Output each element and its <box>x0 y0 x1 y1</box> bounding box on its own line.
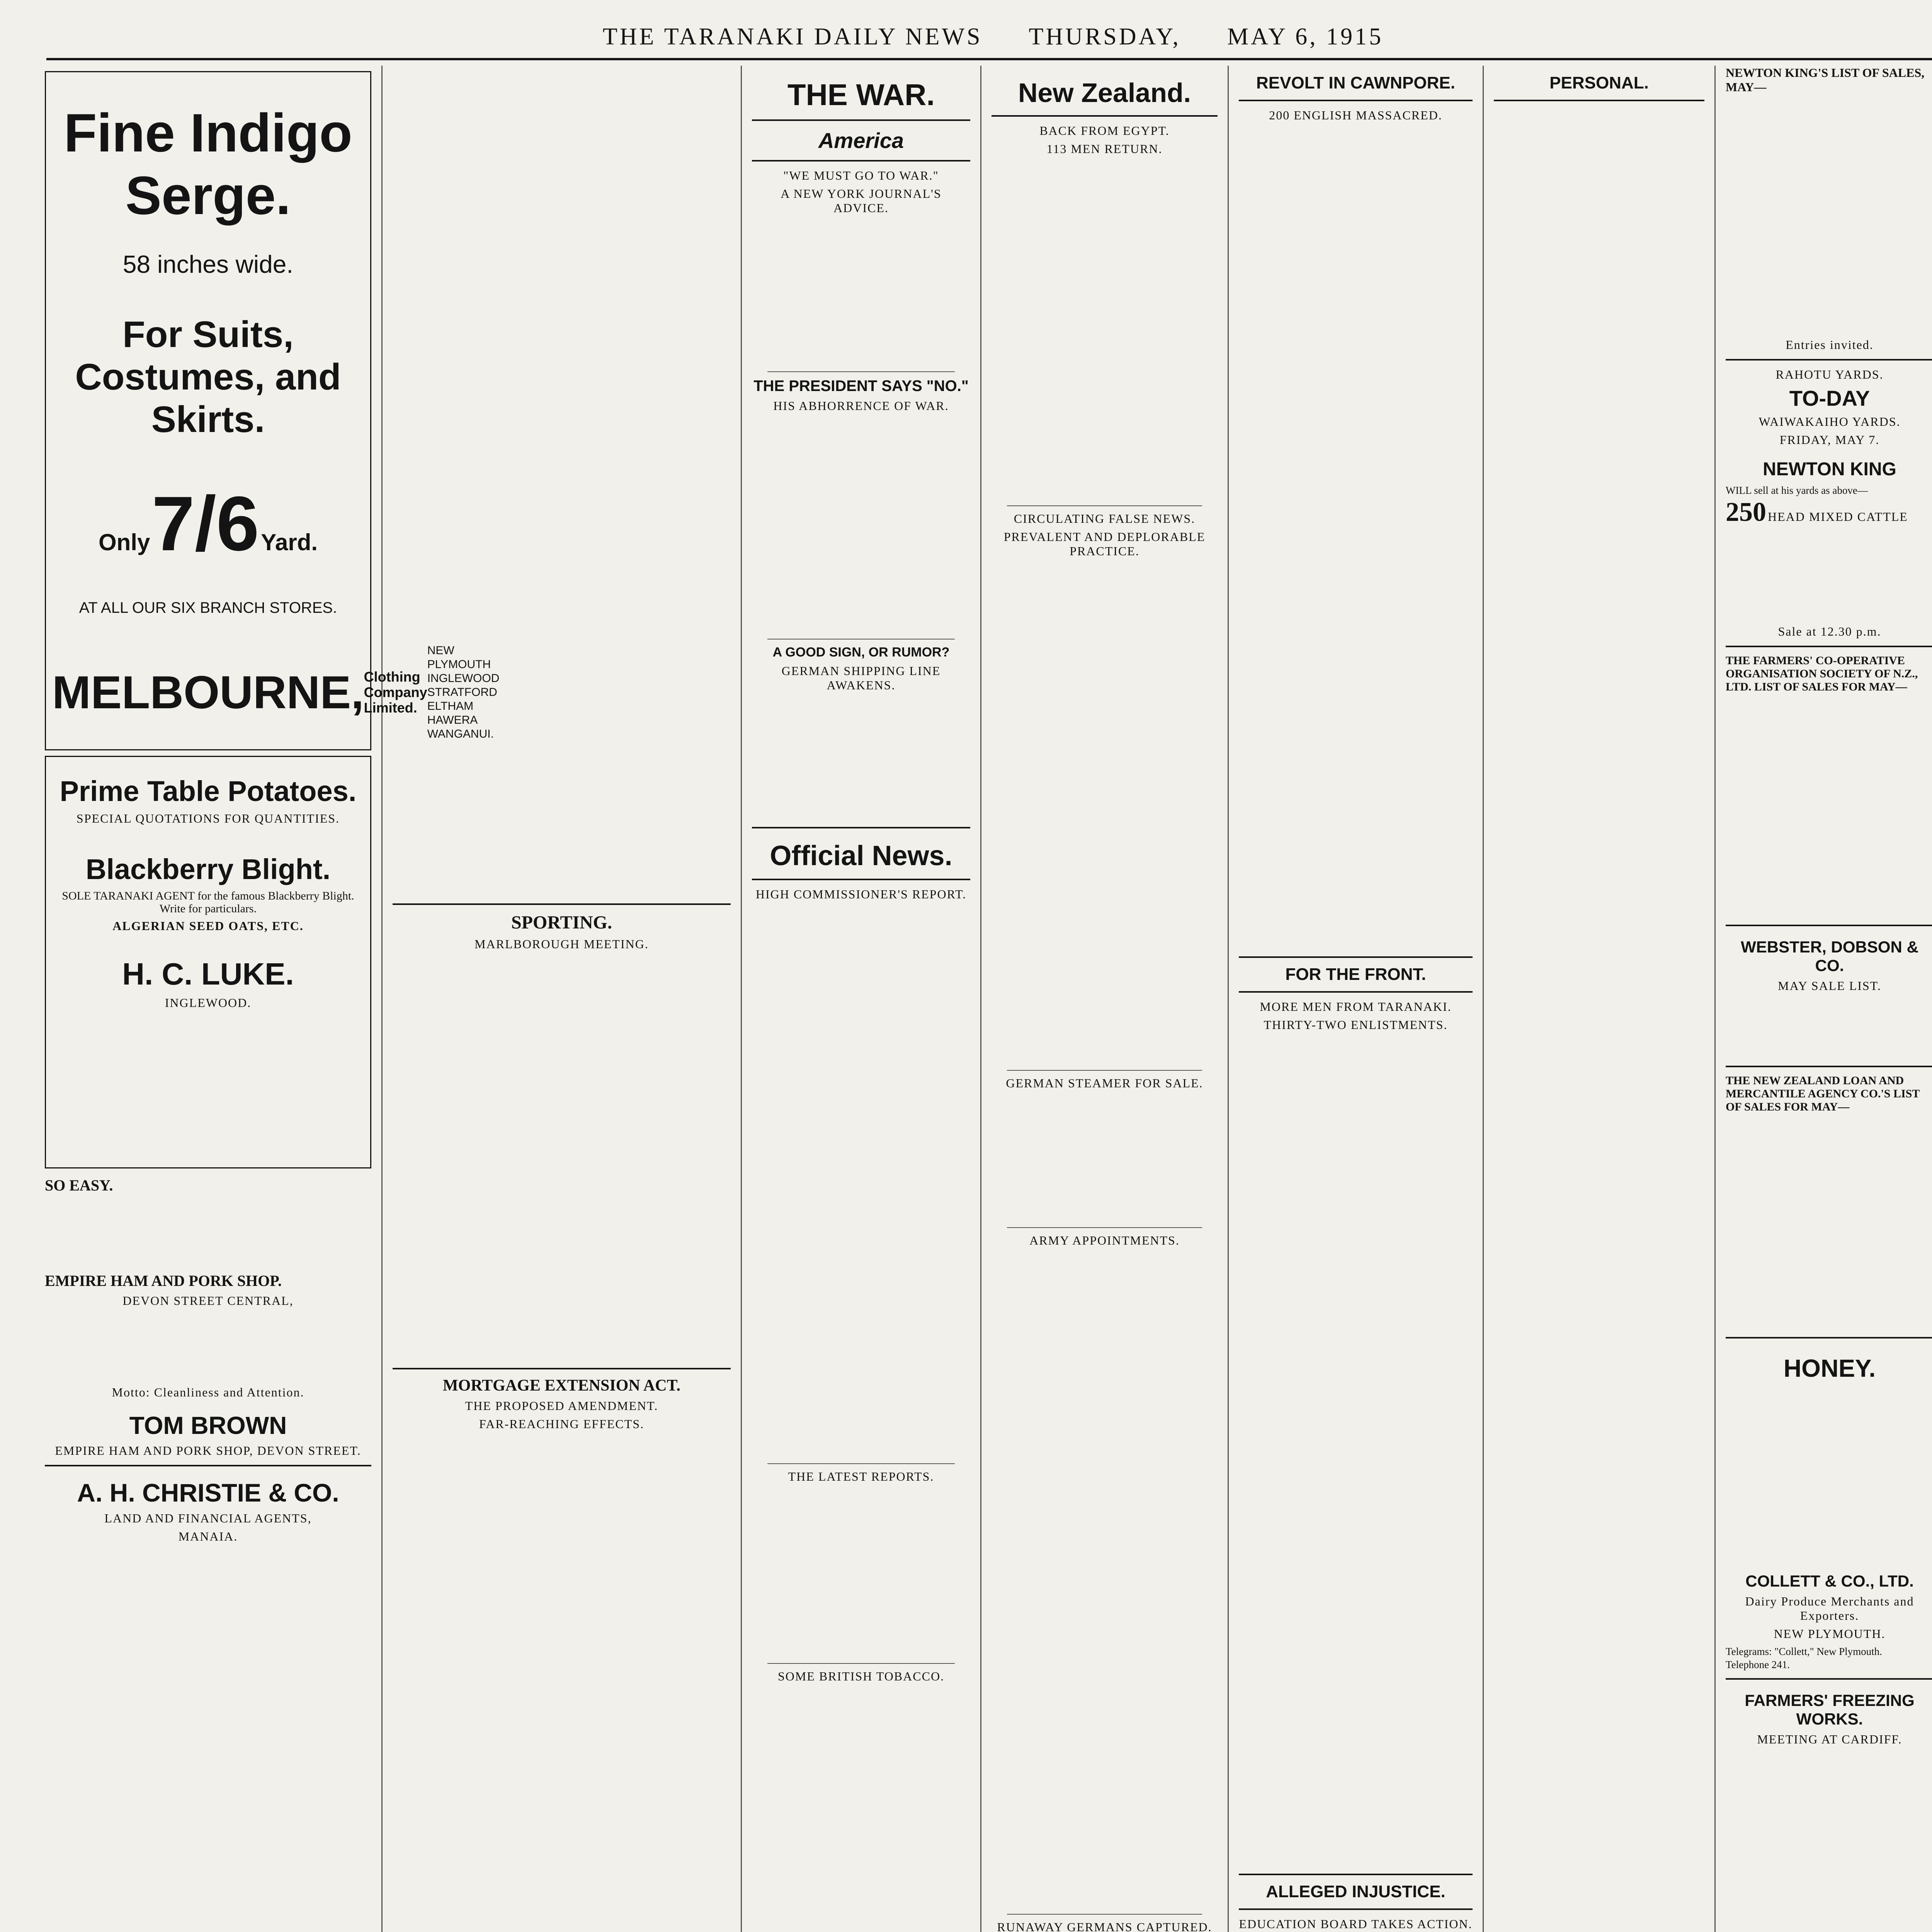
masthead-date: MAY 6, 1915 <box>1227 23 1384 50</box>
nz-heading: New Zealand. <box>1018 78 1191 108</box>
pork-name: TOM BROWN <box>129 1412 287 1439</box>
webster-heading: WEBSTER, DOBSON & CO. <box>1741 938 1918 975</box>
webster-may-sale: MAY SALE LIST. <box>1778 979 1881 993</box>
luke-town: INGLEWOOD. <box>165 996 252 1010</box>
ad-price-only: Only <box>98 529 150 555</box>
farmers-list <box>1726 694 1932 918</box>
ad-town: NEW PLYMOUTH <box>427 644 491 671</box>
masthead-day: THURSDAY, <box>1029 23 1181 50</box>
divider <box>393 1368 731 1369</box>
divider <box>1726 1066 1932 1067</box>
cattle-heading: HEAD MIXED CATTLE <box>1768 510 1908 524</box>
divider <box>1007 1227 1202 1228</box>
collett-telephone: Telephone 241. <box>1726 1659 1790 1670</box>
shipping-heading: GERMAN SHIPPING LINE AWAKENS. <box>781 664 941 692</box>
latest-heading: THE LATEST REPORTS. <box>788 1469 934 1483</box>
christie-ad <box>45 1478 371 1932</box>
divider <box>1007 1914 1202 1915</box>
entries-invited: Entries invited. <box>1786 338 1874 352</box>
rumour-body <box>752 696 970 820</box>
abhorrence-heading: HIS ABHORRENCE OF WAR. <box>773 399 949 413</box>
pork-heading: SO EASY. <box>45 1177 113 1194</box>
false-news-heading: CIRCULATING FALSE NEWS. <box>1014 512 1196 526</box>
latest-body <box>752 1488 970 1658</box>
revolt-heading: REVOLT IN CAWNPORE. <box>1256 73 1455 92</box>
column-7 <box>1716 66 1932 1932</box>
divider <box>752 879 970 880</box>
divider <box>1239 1874 1473 1875</box>
sporting-body <box>393 955 731 1361</box>
luke-headline: Prime Table Potatoes. <box>60 775 357 807</box>
webster-body <box>1726 997 1932 1059</box>
pork-footer: EMPIRE HAM AND PORK SHOP, DEVON STREET. <box>55 1444 361 1458</box>
today-heading: TO-DAY <box>1789 386 1870 410</box>
massacred-heading: 200 ENGLISH MASSACRED. <box>1269 108 1442 122</box>
friday-heading: FRIDAY, MAY 7. <box>1779 433 1880 447</box>
mortgage-subheading-2: FAR-REACHING EFFECTS. <box>479 1417 645 1431</box>
luke-blight: Blackberry Blight. <box>85 853 331 885</box>
divider <box>1726 1337 1932 1338</box>
melbourne-ad <box>45 71 500 750</box>
newton-list-heading: NEWTON KING'S LIST OF SALES, MAY— <box>1726 66 1925 94</box>
ad-company-2: Company <box>364 684 427 700</box>
luke-name: H. C. LUKE. <box>122 957 294 991</box>
steamer-body <box>992 1094 1218 1222</box>
column-6 <box>1484 66 1716 1932</box>
ad-town: STRATFORD <box>427 686 497 699</box>
war-body <box>752 219 970 366</box>
divider <box>992 115 1218 117</box>
masthead-title: THE TARANAKI DAILY NEWS <box>602 23 983 50</box>
pork-street: DEVON STREET CENTRAL, <box>122 1294 294 1308</box>
divider <box>1239 1908 1473 1910</box>
column-2-top-space <box>393 66 731 896</box>
freezing-heading: FARMERS' FREEZING WORKS. <box>1745 1691 1915 1728</box>
divider <box>752 119 970 121</box>
deplorable-heading: PREVALENT AND DEPLORABLE PRACTICE. <box>1003 530 1206 558</box>
nyj-heading: A NEW YORK JOURNAL'S ADVICE. <box>781 187 942 215</box>
pork-ad <box>45 1176 371 1458</box>
divider <box>1239 100 1473 101</box>
divider <box>1726 1678 1932 1680</box>
injustice-heading: ALLEGED INJUSTICE. <box>1266 1882 1446 1901</box>
ad-company-1: Clothing <box>364 669 420 685</box>
ad-price-unit: Yard. <box>261 529 318 555</box>
loan-heading: THE NEW ZEALAND LOAN AND MERCANTILE AGENCY CO.'S LIST OF SALES FOR MAY— <box>1726 1074 1920 1113</box>
mixed-cattle-line <box>1726 497 1932 528</box>
divider <box>1239 956 1473 958</box>
must-go-heading: "WE MUST GO TO WAR." <box>783 168 939 182</box>
divider <box>1494 100 1704 101</box>
official-body <box>752 905 970 1458</box>
divider <box>752 160 970 162</box>
personal-heading: PERSONAL. <box>1549 73 1649 92</box>
pork-motto: Motto: Cleanliness and Attention. <box>112 1385 304 1399</box>
column-1 <box>35 66 500 1932</box>
divider <box>767 1463 955 1464</box>
cattle-count: 250 <box>1726 497 1766 527</box>
back-heading: BACK FROM EGYPT. <box>1039 124 1170 138</box>
column-4 <box>981 66 1229 1932</box>
divider <box>1726 359 1932 361</box>
mortgage-body <box>393 1435 731 1932</box>
cardiff-heading: MEETING AT CARDIFF. <box>1757 1732 1902 1746</box>
will-sell-line: WILL sell at his yards as above— <box>1726 485 1868 496</box>
newton-list <box>1726 94 1932 334</box>
official-heading: Official News. <box>770 840 952 871</box>
rumour-heading: A GOOD SIGN, OR RUMOR? <box>772 645 950 660</box>
collett-tagline: Dairy Produce Merchants and Exporters. <box>1745 1594 1914 1622</box>
ad-company-3: Limited. <box>364 700 417 716</box>
steamer-heading: GERMAN STEAMER FOR SALE. <box>1006 1076 1203 1090</box>
army-body <box>992 1252 1218 1908</box>
collett-town: NEW PLYMOUTH. <box>1774 1627 1886 1641</box>
cattle-list <box>1726 528 1932 621</box>
column-3 <box>742 66 981 1932</box>
christie-town: MANAIA. <box>178 1529 238 1543</box>
war-heading: THE WAR. <box>787 78 935 112</box>
farmers-heading: THE FARMERS' CO-OPERATIVE ORGANISATION SOCIETY OF N.Z., LTD. LIST OF SALES FOR MAY— <box>1726 654 1918 693</box>
column-2 <box>383 66 742 1932</box>
luke-agent: SOLE TARANAKI AGENT for the famous Blackberry Blight. Write for particulars. <box>62 889 354 915</box>
divider <box>767 1663 955 1664</box>
christie-name: A. H. CHRISTIE & CO. <box>77 1478 339 1507</box>
pork-shop: EMPIRE HAM AND PORK SHOP. <box>45 1272 282 1289</box>
ad-purpose: For Suits, Costumes, and Skirts. <box>75 314 341 440</box>
luke-special: SPECIAL QUOTATIONS FOR QUANTITIES. <box>76 811 340 825</box>
luke-ad <box>45 756 371 1168</box>
army-heading: ARMY APPOINTMENTS. <box>1029 1233 1180 1247</box>
thirty-two-heading: THIRTY-TWO ENLISTMENTS. <box>1264 1018 1448 1032</box>
loan-list <box>1726 1114 1932 1330</box>
divider <box>1239 991 1473 993</box>
back-body <box>992 160 1218 500</box>
ad-width: 58 inches wide. <box>122 250 294 278</box>
sale-time: Sale at 12.30 p.m. <box>1778 624 1881 638</box>
front-heading: FOR THE FRONT. <box>1285 965 1426 984</box>
ad-brand: MELBOURNE, <box>52 667 364 718</box>
christie-tagline: LAND AND FINANCIAL AGENTS, <box>104 1511 312 1525</box>
christie-listings-space <box>45 1548 371 1932</box>
freezing-body <box>1726 1750 1932 1932</box>
ad-town: WANGANUI. <box>427 728 494 740</box>
edboard-heading: EDUCATION BOARD TAKES ACTION. <box>1239 1917 1473 1931</box>
america-heading: America <box>818 128 904 153</box>
front-body <box>1239 1036 1473 1867</box>
collett-heading: COLLETT & CO., LTD. <box>1745 1572 1914 1590</box>
tobacco-heading: SOME BRITISH TOBACCO. <box>777 1669 945 1683</box>
honey-heading: HONEY. <box>1783 1354 1876 1382</box>
honey-body <box>1726 1398 1932 1560</box>
divider <box>1007 1070 1202 1071</box>
false-news-body <box>992 562 1218 1065</box>
waiwakaiho-heading: WAIWAKAIHO YARDS. <box>1759 415 1901 429</box>
collett-telegrams: Telegrams: "Collett," New Plymouth. <box>1726 1646 1882 1657</box>
high-commissioner-heading: HIGH COMMISSIONER'S REPORT. <box>755 887 967 901</box>
divider <box>45 1465 371 1466</box>
sporting-heading: SPORTING. <box>511 912 612 933</box>
newton-king-heading: NEWTON KING <box>1763 459 1896 480</box>
masthead <box>46 15 1932 60</box>
runaway-heading: RUNAWAY GERMANS CAPTURED. <box>997 1920 1212 1932</box>
ad-price: 7/6 <box>151 481 259 567</box>
divider <box>752 827 970 828</box>
ad-headline: Fine Indigo Serge. <box>64 102 352 226</box>
ad-town: HAWERA <box>427 714 478 726</box>
mortgage-heading: MORTGAGE EXTENSION ACT. <box>442 1377 680 1395</box>
sporting-subheading: MARLBOROUGH MEETING. <box>474 937 649 951</box>
revolt-body <box>1239 126 1473 949</box>
divider <box>393 903 731 905</box>
ad-branches: AT ALL OUR SIX BRANCH STORES. <box>79 599 337 616</box>
divider <box>767 371 955 372</box>
column-5 <box>1229 66 1484 1932</box>
ad-town: INGLEWOOD <box>427 672 500 685</box>
says-no-heading: THE PRESIDENT SAYS "NO." <box>753 378 969 395</box>
divider <box>1726 646 1932 647</box>
divider <box>1007 505 1202 506</box>
ad-town: ELTHAM <box>427 700 474 713</box>
divider <box>1726 925 1932 926</box>
ad-price-line <box>52 480 364 568</box>
mortgage-subheading-1: THE PROPOSED AMENDMENT. <box>465 1399 658 1413</box>
says-no-body <box>752 417 970 633</box>
more-men-heading: MORE MEN FROM TARANAKI. <box>1260 1000 1452 1014</box>
ad-brand-row <box>52 644 500 741</box>
rahotu-heading: RAHOTU YARDS. <box>1776 367 1884 381</box>
men-heading: 113 MEN RETURN. <box>1046 142 1163 156</box>
luke-oats: ALGERIAN SEED OATS, ETC. <box>112 919 304 933</box>
